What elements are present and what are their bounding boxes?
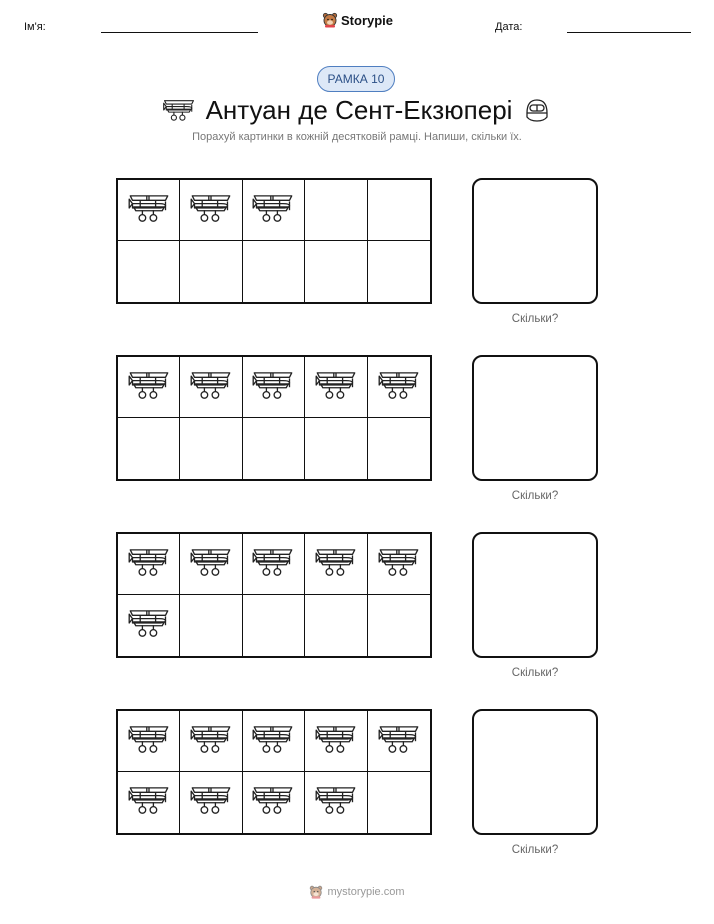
date-label: Дата: bbox=[495, 21, 523, 33]
frame-cell bbox=[180, 180, 242, 241]
frame-cell bbox=[305, 418, 367, 479]
name-field-line[interactable] bbox=[101, 32, 258, 33]
biplane-icon bbox=[189, 545, 233, 584]
frame-cell bbox=[368, 711, 430, 772]
frame-cell bbox=[368, 534, 430, 595]
frame-cell bbox=[305, 357, 367, 418]
instruction-text: Порахуй картинки в кожній десятковій рамці. Напиши, скільки їх. bbox=[192, 131, 522, 143]
biplane-icon bbox=[377, 368, 421, 407]
biplane-icon bbox=[314, 368, 358, 407]
frame-cell bbox=[243, 711, 305, 772]
bear-mascot-icon bbox=[309, 885, 323, 899]
answer-box[interactable] bbox=[472, 178, 598, 304]
biplane-icon bbox=[127, 722, 171, 761]
frame-cell bbox=[368, 180, 430, 241]
frame-cell bbox=[180, 595, 242, 656]
biplane-icon bbox=[251, 368, 295, 407]
frame-cell bbox=[305, 180, 367, 241]
biplane-icon bbox=[189, 783, 233, 822]
biplane-icon bbox=[377, 545, 421, 584]
frame-cell bbox=[118, 711, 180, 772]
frame-cell bbox=[305, 241, 367, 302]
biplane-icon bbox=[251, 783, 295, 822]
frame-cell bbox=[243, 534, 305, 595]
pilot-helmet-icon bbox=[522, 95, 552, 125]
biplane-icon bbox=[189, 368, 233, 407]
frame-cell bbox=[118, 772, 180, 833]
frame-cell bbox=[305, 595, 367, 656]
answer-prompt: Скільки? bbox=[511, 844, 559, 856]
answer-prompt: Скільки? bbox=[511, 667, 559, 679]
frame-cell bbox=[180, 772, 242, 833]
biplane-icon bbox=[189, 722, 233, 761]
frame-cell bbox=[118, 418, 180, 479]
frame-cell bbox=[305, 772, 367, 833]
ten-frame bbox=[116, 355, 432, 481]
frame-cell bbox=[118, 180, 180, 241]
bear-mascot-icon bbox=[322, 12, 338, 28]
biplane-icon bbox=[251, 545, 295, 584]
frame-cell bbox=[118, 534, 180, 595]
biplane-icon bbox=[314, 722, 358, 761]
frame-cell bbox=[180, 711, 242, 772]
frame-cell bbox=[180, 241, 242, 302]
biplane-icon bbox=[127, 368, 171, 407]
answer-box[interactable] bbox=[472, 532, 598, 658]
frame-cell bbox=[368, 595, 430, 656]
frame-cell bbox=[368, 241, 430, 302]
answer-box[interactable] bbox=[472, 709, 598, 835]
biplane-icon bbox=[314, 783, 358, 822]
brand-name: Storypie bbox=[341, 12, 394, 28]
footer bbox=[0, 885, 714, 899]
title-row bbox=[0, 92, 714, 128]
frame-cell bbox=[243, 180, 305, 241]
frame-cell bbox=[118, 595, 180, 656]
footer-url: mystorypie.com bbox=[327, 886, 405, 898]
date-field-line[interactable] bbox=[567, 32, 691, 33]
frame-cell bbox=[118, 357, 180, 418]
frame-cell bbox=[243, 418, 305, 479]
biplane-icon bbox=[162, 97, 196, 123]
answer-prompt: Скільки? bbox=[511, 313, 559, 325]
frame-cell bbox=[305, 711, 367, 772]
ten-frame bbox=[116, 532, 432, 658]
biplane-icon bbox=[377, 722, 421, 761]
frame-badge: РАМКА 10 bbox=[317, 66, 395, 92]
frame-cell bbox=[243, 357, 305, 418]
frame-cell bbox=[118, 241, 180, 302]
biplane-icon bbox=[189, 191, 233, 230]
frame-cell bbox=[243, 241, 305, 302]
frame-cell bbox=[180, 357, 242, 418]
ten-frame bbox=[116, 178, 432, 304]
biplane-icon bbox=[127, 545, 171, 584]
frame-cell bbox=[180, 418, 242, 479]
frame-cell bbox=[368, 418, 430, 479]
name-label: Ім'я: bbox=[24, 21, 46, 33]
frame-cell bbox=[243, 772, 305, 833]
frame-cell bbox=[368, 357, 430, 418]
brand-logo bbox=[322, 12, 393, 28]
frame-cell bbox=[368, 772, 430, 833]
biplane-icon bbox=[127, 783, 171, 822]
biplane-icon bbox=[127, 606, 171, 645]
ten-frame bbox=[116, 709, 432, 835]
frame-cell bbox=[180, 534, 242, 595]
frame-cell bbox=[305, 534, 367, 595]
biplane-icon bbox=[314, 545, 358, 584]
biplane-icon bbox=[251, 722, 295, 761]
answer-prompt: Скільки? bbox=[511, 490, 559, 502]
frame-cell bbox=[243, 595, 305, 656]
answer-box[interactable] bbox=[472, 355, 598, 481]
page-title: Антуан де Сент-Екзюпері bbox=[205, 94, 513, 125]
biplane-icon bbox=[127, 191, 171, 230]
biplane-icon bbox=[251, 191, 295, 230]
